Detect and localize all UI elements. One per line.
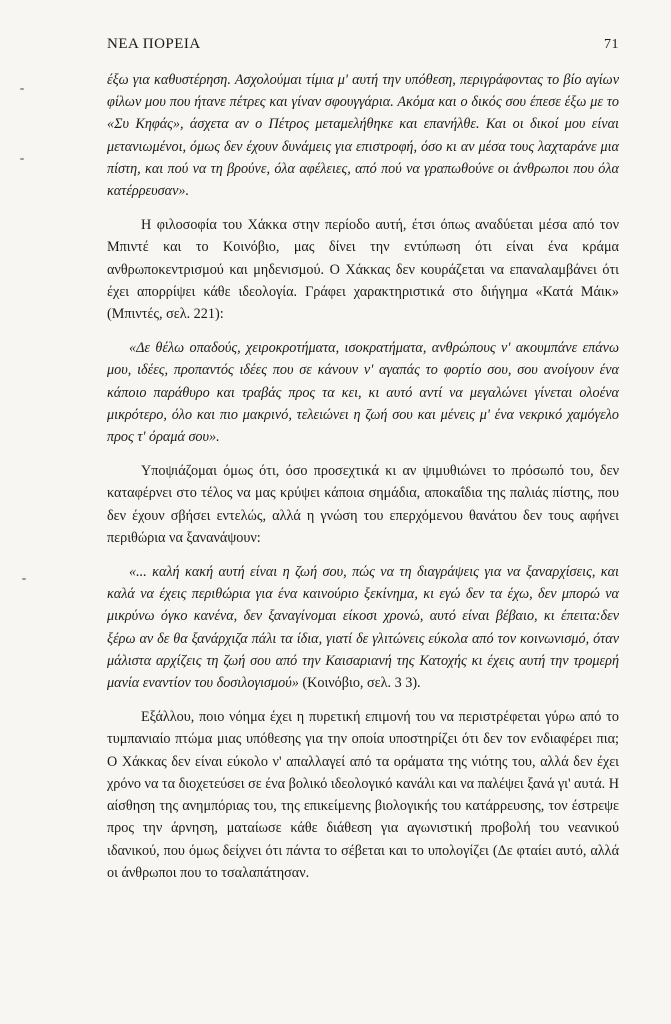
page-number: 71 <box>604 37 619 52</box>
paragraph-quote: «Δε θέλω οπαδούς, χειροκροτήματα, ισοκρατήματα, ανθρώπους ν' ακουμπάνε επάνω μου, ιδέες, προπαντός ιδέες που σε κάνουν ν' αγαπάς το φορτίο σου, σου ανοίγουν ένα κάποιο παράθυρο και τραβάς προς τα κει, κι αυτό αντί να μεγαλώνει γίνεται ολοένα μικρότερο, όλο και πιο μακρινό, τελειώνει η ζωή σου και μένεις μ' ένα νεκρικό χαμόγελο προς τ' όραμά σου». <box>107 340 619 446</box>
scan-mark <box>22 578 26 580</box>
paragraph-quote-with-citation <box>107 561 619 694</box>
paragraph-body: Υποψιάζομαι όμως ότι, όσο προσεχτικά κι αν ψιμυθιώνει το πρόσωπό του, δεν καταφέρνει στο τέλος να μας κρύψει κάποια σημάδια, αποκαΐδια της παλιάς πίστης, που δεν έχουν σβήσει εντελώς, αλλά η γνώση του επερχόμενου θανάτου δεν τους αφήνει περιθώρια να ξανανάψουν: <box>107 463 619 546</box>
paragraph-body: Εξάλλου, ποιο νόημα έχει η πυρετική επιμονή του να περιστρέφεται γύρω από το τυμπανιαίο πτώμα μιας υπόθεσης για την οποία υποστηρίζει ότι δεν τον ενδιαφέρει πια; Ο Χάκκας δεν είναι εύκολο ν' απαλλαγεί από τα οράματα της νιότης του, αλλά δεν έχει χρόνο να τα διοχετεύσει σε ένα βολικό ιδεολογικό κανάλι και να παλέψει ξανά γι' αυτά. Η αίσθηση της ανημπόριας του, της επικείμενης βιολογικής του κατάρρευσης, τον έστρεψε προς την άρνηση, ματαίωσε κάθε διάθεση για αγωνιστική προβολή του νεανικού ιδανικού, που όμως δείχνει ότι πάντα το σέβεται και το υπολογίζει (Δε φταίει αυτό, αλλά οι άνθρωποι που το τσαλαπάτησαν. <box>107 709 619 881</box>
scan-mark <box>20 158 24 160</box>
running-header <box>107 36 619 53</box>
paragraph-quote-continued: έξω για καθυστέρηση. Ασχολούμαι τίμια μ' αυτή την υπόθεση, περιγράφοντας το βίο αγίων φίλων μου που ήτανε πέτρες και γίναν σφουγγάρια. Ακόμα και ο δικός σου έπεσε έξω με το «Συ Κηφάς», άσχετα αν ο Πέτρος μεταμελήθηκε και επανήλθε. Και οι δικοί μου είναι μετανιωμένοι, όμως δεν έχουν δυνάμεις για επιστροφή, όσο κι αν μέσα τους λαχταράνε μια πίστη, και πού να τη βρούνε, όλα αφέλειες, από πού να γραπωθούνε οι άνθρωποι που όλα κατέρρευσαν». <box>107 72 619 200</box>
quote-text: «... καλή κακή αυτή είναι η ζωή σου, πώς να τη διαγράψεις για να ξαναρχίσεις, και καλά να έχεις περιθώρια για ένα καινούριο ξεκίνημα, κι εγώ δεν τα έχω, δεν μπορώ να μικρύνω όγκο κανένα, δεν ξαναγίνομαι είκοσι χρονώ, αυτό είναι βέβαιο, κι έπειτα:δεν ξέρω αν δε θα ξανάρχιζα πάλι τα ίδια, γιατί δε γλιτώνεις εύκολα από τον κοινωνισμό, όταν μάλιστα αρχίζεις τη ζωή σου από την Καισαριανή της Κατοχής κι έχεις αυτή την τρομερή μανία εναντίον του δοσιλογισμού» <box>107 564 619 692</box>
citation: (Κοινόβιο, σελ. 3 3). <box>302 675 421 692</box>
running-title: ΝΕΑ ΠΟΡΕΙΑ <box>107 36 201 52</box>
document-page <box>107 36 619 884</box>
paragraph-body: Η φιλοσοφία του Χάκκα στην περίοδο αυτή, έτσι όπως αναδύεται μέσα από τον Μπιντέ και το Κοινόβιο, μας δίνει την εντύπωση ότι είναι ένα κράμα ανθρωποκεντρισμού και μηδενισμού. Ο Χάκκας δεν κουράζεται να επαναλαμβάνει ότι έχει απορρίψει κάθε ιδεολογία. Γράφει χαρακτηριστικά στο διήγημα «Κατά Μάικ» (Μπιντές, σελ. 221): <box>107 217 619 323</box>
scan-mark <box>20 88 24 90</box>
